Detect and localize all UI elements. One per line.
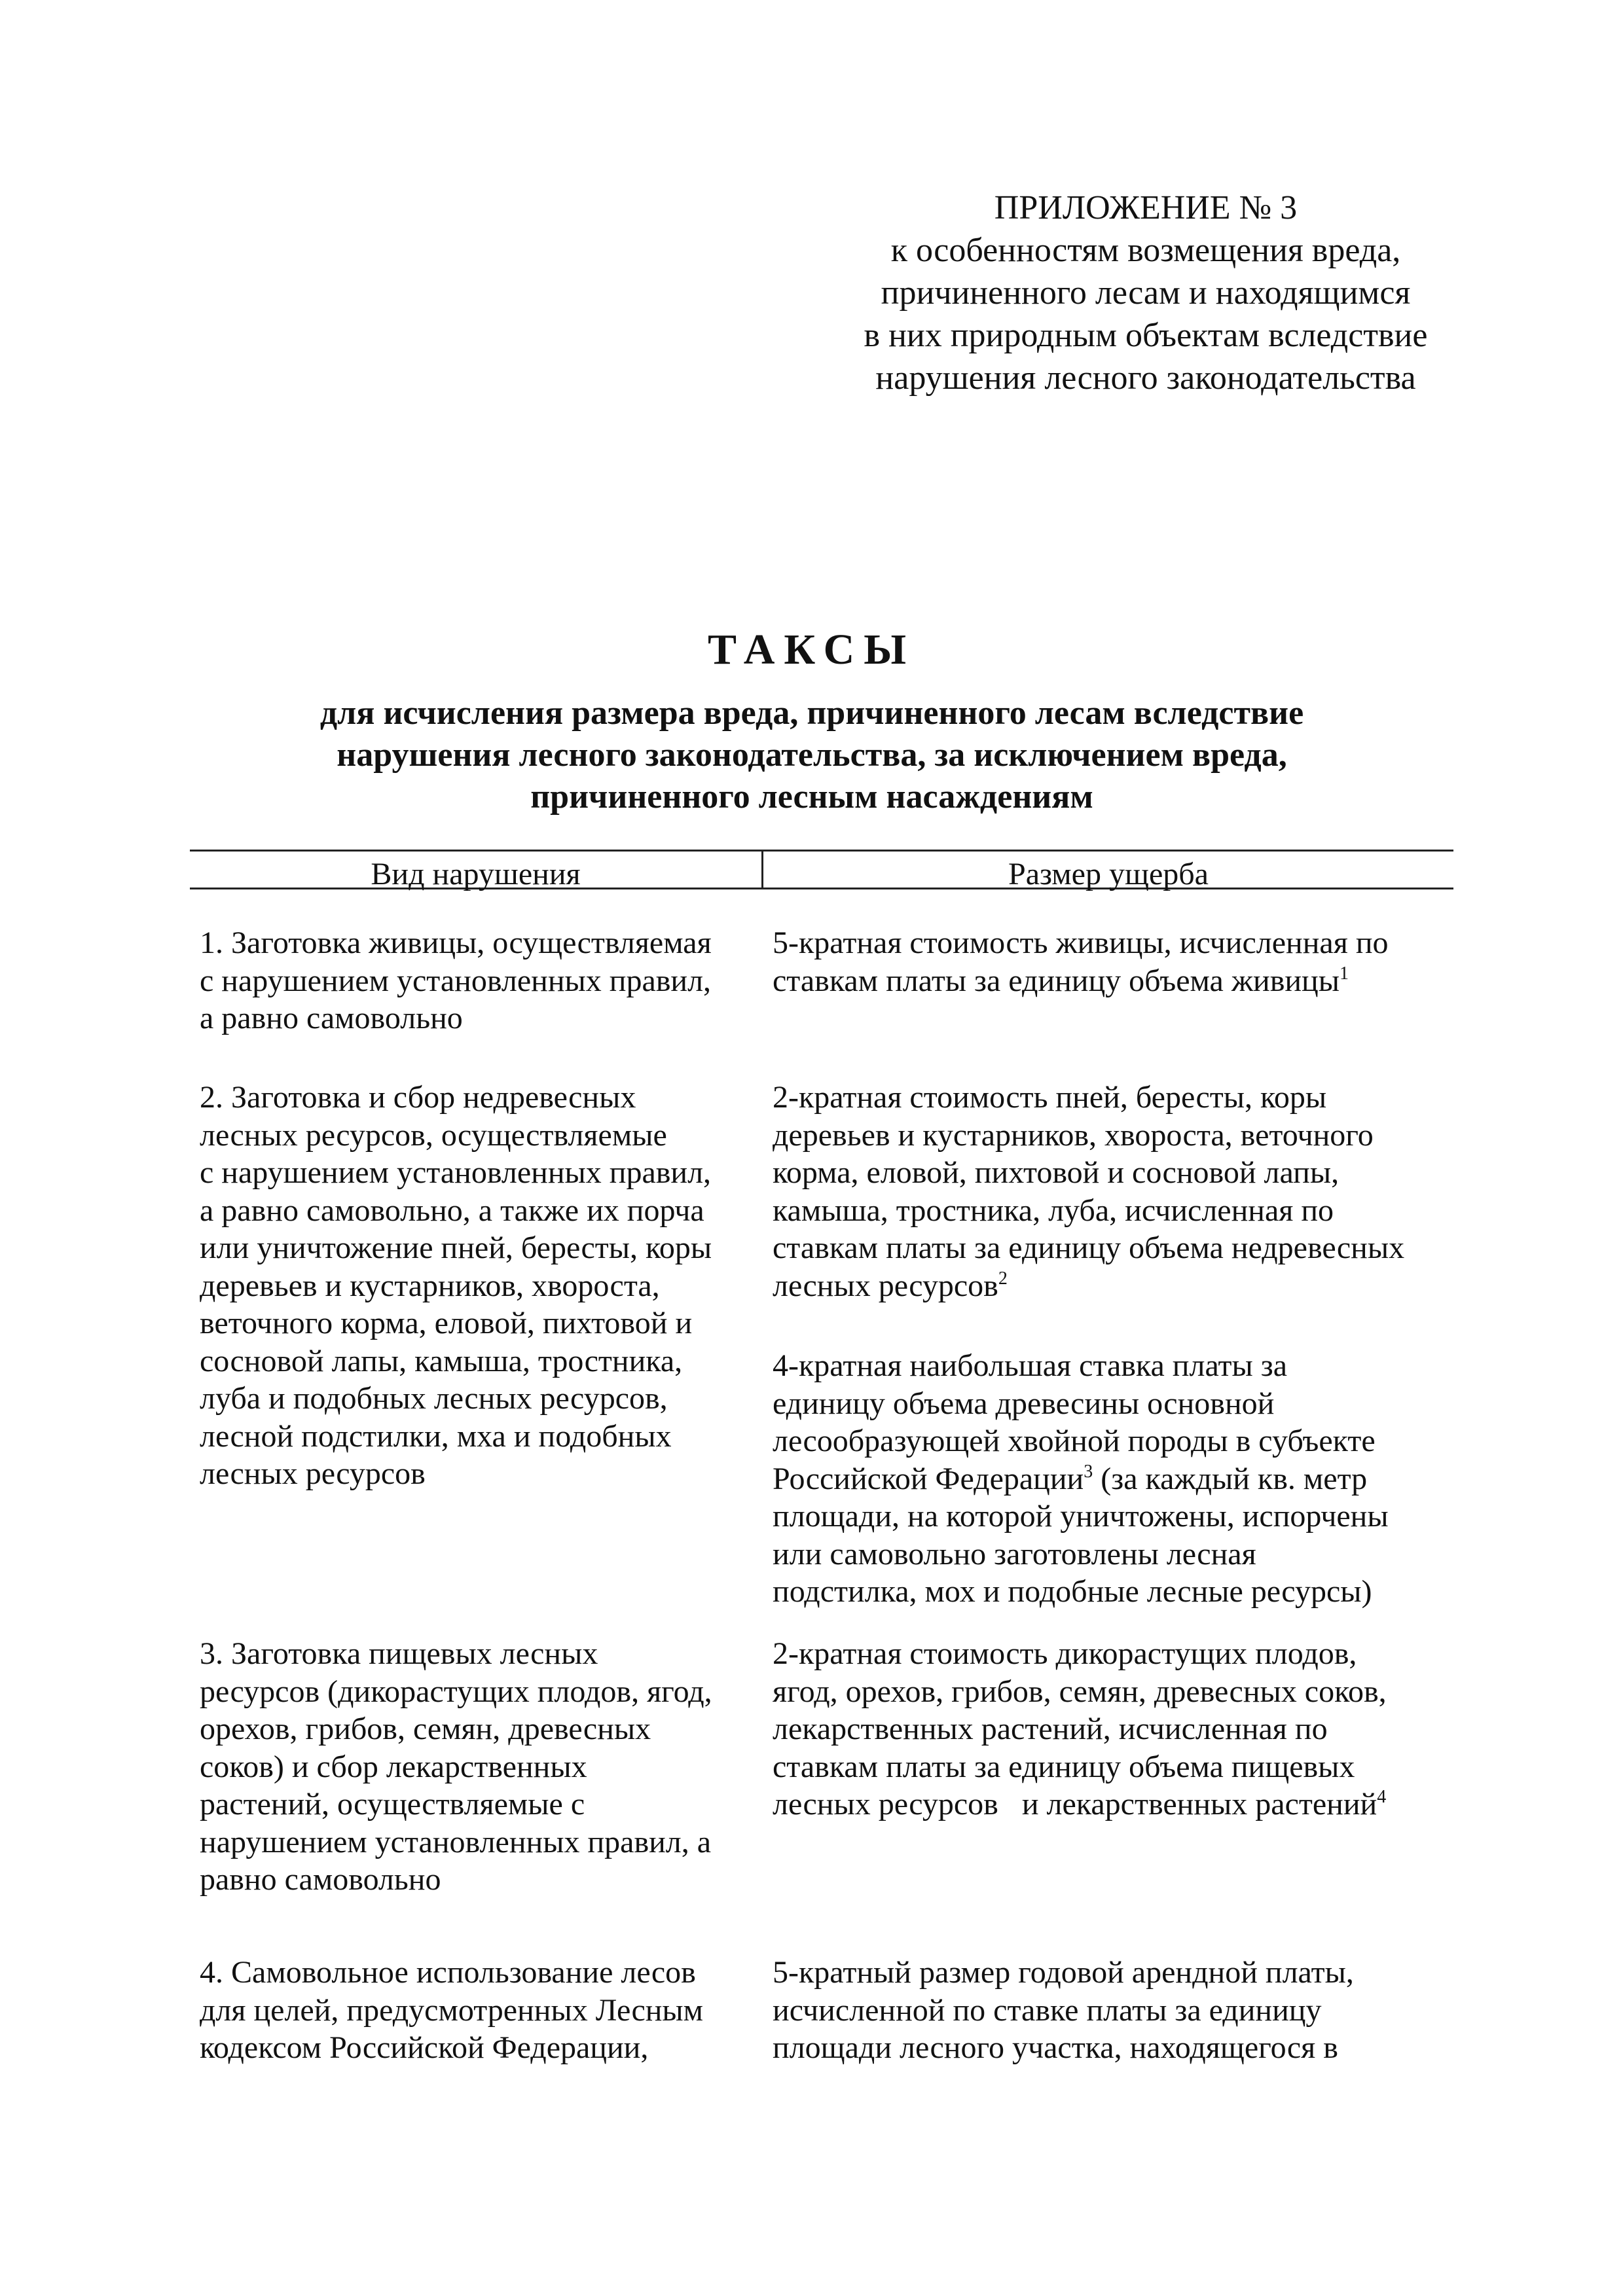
cell-line: а равно самовольно [200,1001,463,1035]
cell-line [773,1154,1457,1192]
row-2-damage-additional [773,1347,1457,1611]
cell-text: площади, на которой уничтожены, испорчены [773,1499,1389,1534]
cell-text: площади лесного участка, находящегося в [773,2030,1338,2065]
cell-line [773,1385,1457,1423]
cell-text: 5-кратный размер годовой арендной платы, [773,1955,1354,1990]
footnote-ref-3: 3 [1084,1461,1093,1482]
cell-line: лесных ресурсов [200,1456,426,1491]
cell-text: ягод, орехов, грибов, семян, древесных соков, [773,1674,1387,1709]
cell-text: лекарственных растений, исчисленная по [773,1712,1328,1746]
cell-line: 4. Самовольное использование лесов [200,1955,696,1990]
column-header-violation: Вид нарушения [371,857,581,891]
cell-text: 2-кратная стоимость дикорастущих плодов, [773,1636,1357,1671]
document-title: ТАКСЫ [707,626,916,673]
appendix-line: причиненного лесам и находящимся [881,274,1411,312]
cell-line [773,1079,1457,1117]
cell-text: ставкам платы за единицу объема недревесных [773,1230,1405,1265]
cell-line [773,1229,1457,1267]
cell-text: камыша, тростника, луба, исчисленная по [773,1193,1334,1228]
cell-line [773,1460,1457,1498]
cell-text: Российской Федерации [773,1461,1084,1496]
row-4-damage [773,1954,1457,2067]
cell-line: или уничтожение пней, бересты, коры [200,1230,712,1265]
row-3-damage [773,1635,1457,1823]
appendix-heading: ПРИЛОЖЕНИЕ № 3 [994,189,1298,226]
cell-line: с нарушением установленных правил, [200,963,712,998]
cell-line: лесных ресурсов, осуществляемые [200,1117,667,1153]
cell-line: орехов, грибов, семян, древесных [200,1712,651,1746]
footnote-ref-2: 2 [998,1268,1008,1289]
appendix-line: нарушения лесного законодательства [875,359,1416,397]
cell-text: деревьев и кустарников, хвороста, веточного [773,1117,1374,1153]
row-2-violation [200,1079,750,1493]
cell-line: сосновой лапы, камыша, тростника, [200,1343,683,1378]
cell-line [773,1535,1457,1573]
cell-line: для целей, предусмотренных Лесным [200,1992,704,2028]
subtitle-line: для исчисления размера вреда, причиненного лесам вследствие [319,694,1304,732]
cell-text: лесообразующей хвойной породы в субъекте [773,1424,1376,1458]
table-top-rule [190,850,1453,852]
cell-line: 1. Заготовка живицы, осуществляемая [200,925,712,960]
cell-line: равно самовольно [200,1862,441,1897]
cell-text: (за каждый кв. метр [1093,1461,1368,1496]
cell-line: 2. Заготовка и сбор недревесных [200,1080,636,1115]
cell-text: 5-кратная стоимость живицы, исчисленная по [773,925,1389,960]
cell-line [773,1498,1457,1535]
cell-line: луба и подобных лесных ресурсов, [200,1381,668,1416]
cell-text: 4-кратная наибольшая ставка платы за [773,1348,1287,1383]
row-1-damage [773,924,1457,999]
cell-text: исчисленной по ставке платы за единицу [773,1992,1322,2028]
cell-line: лесной подстилки, мха и подобных [200,1418,672,1454]
cell-text: лесных ресурсов [773,1268,998,1303]
cell-line [773,962,1457,1000]
cell-line [773,1785,1457,1823]
cell-line [773,2029,1457,2067]
cell-line [773,1635,1457,1673]
cell-line [773,1117,1457,1155]
cell-line: а равно самовольно, а также их порча [200,1193,704,1228]
cell-line [773,924,1457,962]
cell-line [773,1267,1457,1305]
cell-line [773,1673,1457,1711]
cell-line [773,1347,1457,1385]
cell-line: деревьев и кустарников, хвороста, [200,1268,660,1303]
row-1-violation [200,924,750,1037]
cell-line: нарушением установленных правил, а [200,1824,712,1859]
cell-line [773,1954,1457,1992]
cell-line: соков) и сбор лекарственных [200,1749,587,1784]
row-2-damage [773,1079,1457,1304]
cell-text: или самовольно заготовлены лесная [773,1536,1256,1571]
cell-text: ставкам платы за единицу объема пищевых [773,1749,1355,1784]
subtitle-line: нарушения лесного законодательства, за исключением вреда, [337,736,1287,774]
cell-text: подстилка, мох и подобные лесные ресурсы) [773,1574,1372,1609]
cell-line [773,1573,1457,1611]
cell-line: ресурсов (дикорастущих плодов, ягод, [200,1674,712,1709]
cell-line [773,1710,1457,1748]
appendix-line: в них природным объектам вследствие [864,317,1428,354]
column-header-damage: Размер ущерба [1008,857,1209,891]
cell-text: лесных ресурсов и лекарственных растений [773,1787,1377,1821]
appendix-block [773,187,1519,399]
cell-text: корма, еловой, пихтовой и сосновой лапы, [773,1155,1340,1190]
cell-line [773,1992,1457,2030]
cell-text: ставкам платы за единицу объема живицы [773,963,1340,998]
footnote-ref-1: 1 [1340,963,1349,984]
cell-line: 3. Заготовка пищевых лесных [200,1636,598,1671]
cell-line: веточного корма, еловой, пихтовой и [200,1306,693,1340]
footnote-ref-4: 4 [1377,1787,1387,1807]
subtitle-line: причиненного лесным насаждениям [530,778,1093,816]
row-3-violation [200,1635,750,1899]
row-4-violation [200,1954,750,2067]
cell-line: с нарушением установленных правил, [200,1155,712,1190]
cell-line [773,1422,1457,1460]
cell-text: единицу объема древесины основной [773,1386,1275,1421]
cell-line: растений, осуществляемые с [200,1787,585,1821]
cell-text: 2-кратная стоимость пней, бересты, коры [773,1080,1327,1115]
cell-line [773,1192,1457,1230]
cell-line: кодексом Российской Федерации, [200,2030,649,2065]
document-subtitle [196,692,1427,818]
cell-line [773,1748,1457,1786]
appendix-line: к особенностям возмещения вреда, [890,232,1401,269]
